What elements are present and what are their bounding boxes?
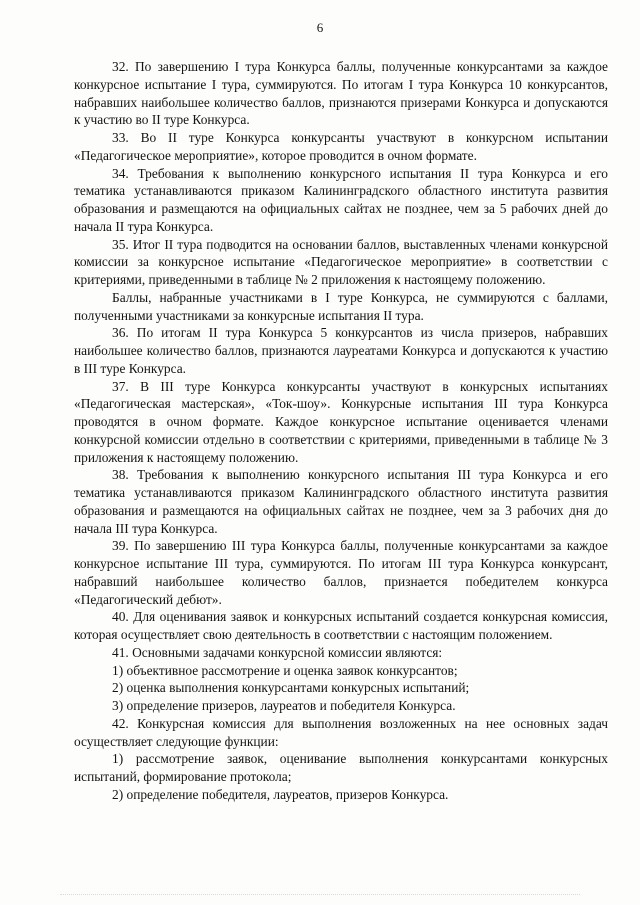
list-item-42-1: 1) рассмотрение заявок, оценивание выполнения конкурсантами конкурсных испытаний, формирование протокола; [74, 751, 608, 784]
paragraph-32: 32. По завершению I тура Конкурса баллы, полученные конкурсантами за каждое конкурсное испытание I тура, суммируются. По итогам I тура Конкурса 10 конкурсантов, набравших наибольшее количество баллов, признаются призерами Конкурса и допускаются к участию во II туре Конкурса. [74, 59, 608, 128]
paragraph-35: 35. Итог II тура подводится на основании баллов, выставленных членами конкурсной комиссии за конкурсное испытание «Педагогическое мероприятие» в соответствии с критериями, приведенными в таблице № 2 приложения к настоящему положению. [74, 236, 608, 287]
document-body [74, 58, 608, 804]
list-item-41-2: 2) оценка выполнения конкурсантами конкурсных испытаний; [112, 680, 470, 696]
paragraph-33: 33. Во II туре Конкурса конкурсанты участвуют в конкурсном испытании «Педагогическое мероприятие», которое проводится в очном формате. [74, 130, 608, 163]
page-number: 6 [316, 20, 324, 35]
paragraph-37: 37. В III туре Конкурса конкурсанты участвуют в конкурсных испытаниях «Педагогическая мастерская», «Ток-шоу». Конкурсные испытания III тура Конкурса проводятся в очном формате. Каждое конкурсное испытание оценивается членами конкурсной комиссии отдельно в соответствии с критериями, приведенными в таблице № 3 приложения к настоящему положению. [74, 378, 608, 465]
scan-artifact-line [60, 888, 580, 895]
list-item-41-1: 1) объективное рассмотрение и оценка заявок конкурсантов; [112, 662, 458, 678]
paragraph-35-note: Баллы, набранные участниками в I туре Конкурса, не суммируются с баллами, полученными участниками за конкурсные испытания II тура. [74, 289, 608, 323]
paragraph-40: 40. Для оценивания заявок и конкурсных испытаний создается конкурсная комиссия, которая осуществляет свою деятельность в соответствии с настоящим положением. [74, 609, 608, 642]
list-item-42-2: 2) определение победителя, лауреатов, призеров Конкурса. [112, 786, 449, 802]
paragraph-42: 42. Конкурсная комиссия для выполнения возложенных на нее основных задач осуществляет следующие функции: [74, 715, 608, 749]
list-item-41-3: 3) определение призеров, лауреатов и победителя Конкурса. [112, 698, 456, 713]
paragraph-39: 39. По завершению III тура Конкурса баллы, полученные конкурсантами за каждое конкурсное испытание III тура, суммируются. По итогам III тура Конкурса конкурсант, набравший наибольшее количество баллов, признается победителем конкурса «Педагогический дебют». [74, 538, 608, 607]
paragraph-36: 36. По итогам II тура Конкурса 5 конкурсантов из числа призеров, набравших наибольшее количество баллов, признаются лауреатами Конкурса и допускаются к участию в III туре Конкурса. [74, 325, 608, 376]
paragraph-38: 38. Требования к выполнению конкурсного испытания III тура Конкурса и его тематика устанавливаются приказом Калининградского областного института развития образования и размещаются на официальных сайтах не позднее, чем за 3 рабочих дня до начала III тура Конкурса. [74, 467, 608, 536]
paragraph-41: 41. Основными задачами конкурсной комиссии являются: [112, 644, 443, 660]
paragraph-34: 34. Требования к выполнению конкурсного испытания II тура Конкурса и его тематика устанавливаются приказом Калининградского областного института развития образования и размещаются на официальных сайтах не позднее, чем за 5 рабочих дней до начала II тура Конкурса. [74, 165, 608, 234]
